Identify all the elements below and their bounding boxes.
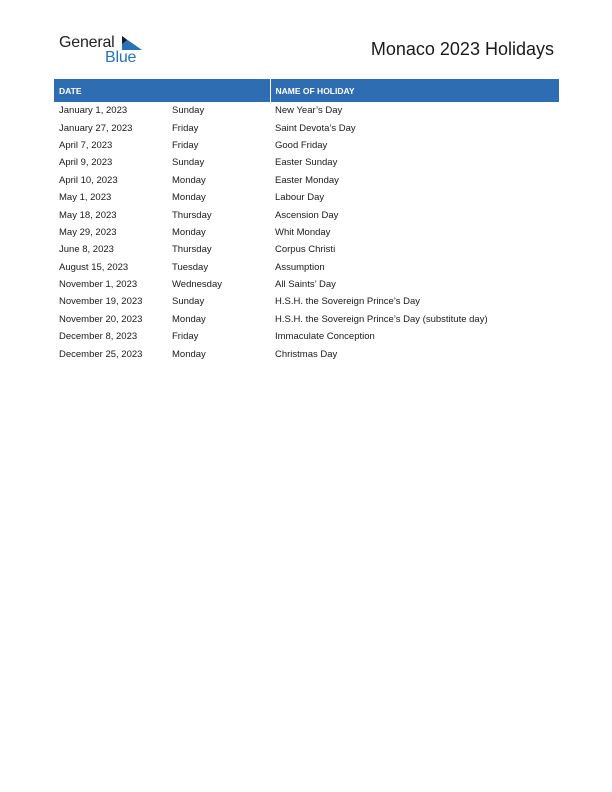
cell-weekday: Monday: [172, 226, 206, 238]
cell-weekday: Monday: [172, 192, 206, 204]
cell-date: June 8, 2023: [59, 244, 114, 256]
cell-weekday: Friday: [172, 331, 199, 343]
table-header-row: [54, 79, 559, 102]
cell-holiday-name: Easter Sunday: [275, 157, 338, 169]
cell-holiday-name: Saint Devota’s Day: [275, 122, 356, 134]
page-title: Monaco 2023 Holidays: [370, 39, 554, 59]
cell-weekday: Thursday: [172, 209, 212, 221]
cell-date: April 10, 2023: [59, 174, 118, 186]
cell-date: April 7, 2023: [59, 139, 113, 151]
logo-triangle-icon: [122, 36, 142, 50]
cell-date: May 29, 2023: [59, 226, 117, 238]
cell-weekday: Monday: [172, 174, 206, 186]
cell-date: May 1, 2023: [59, 192, 112, 204]
cell-holiday-name: Good Friday: [275, 139, 328, 151]
table-row: [54, 172, 559, 189]
cell-date: December 8, 2023: [59, 331, 138, 343]
cell-weekday: Wednesday: [172, 279, 222, 291]
cell-holiday-name: Ascension Day: [275, 209, 339, 221]
header-date: DATE: [54, 79, 270, 102]
table-row: [54, 189, 559, 206]
table-row: [54, 224, 559, 241]
cell-holiday-name: New Year’s Day: [275, 105, 343, 117]
cell-holiday-name: Whit Monday: [275, 226, 331, 238]
cell-date: November 19, 2023: [59, 296, 143, 308]
cell-weekday: Monday: [172, 313, 206, 325]
cell-date: November 20, 2023: [59, 313, 143, 325]
cell-holiday-name: Easter Monday: [275, 174, 339, 186]
table-row: [54, 137, 559, 154]
header-holiday-name: NAME OF HOLIDAY: [270, 79, 559, 102]
cell-date: May 18, 2023: [59, 209, 117, 221]
cell-holiday-name: Christmas Day: [275, 348, 338, 360]
cell-date: January 27, 2023: [59, 122, 133, 134]
cell-date: April 9, 2023: [59, 157, 113, 169]
table-row: [54, 328, 559, 345]
cell-date: January 1, 2023: [59, 105, 128, 117]
cell-holiday-name: Labour Day: [275, 192, 325, 204]
cell-weekday: Friday: [172, 139, 199, 151]
table-row: [54, 311, 559, 328]
table-row: [54, 102, 559, 119]
cell-date: November 1, 2023: [59, 279, 138, 291]
table-row: [54, 119, 559, 136]
cell-holiday-name: All Saints’ Day: [275, 279, 336, 291]
cell-holiday-name: H.S.H. the Sovereign Prince’s Day (substitute day): [275, 313, 488, 325]
cell-date: December 25, 2023: [59, 348, 143, 360]
cell-weekday: Sunday: [172, 296, 205, 308]
table-row: [54, 241, 559, 258]
table-row: [54, 206, 559, 223]
cell-weekday: Sunday: [172, 105, 205, 117]
table-row: [54, 276, 559, 293]
cell-weekday: Tuesday: [172, 261, 209, 273]
cell-weekday: Thursday: [172, 244, 212, 256]
cell-weekday: Monday: [172, 348, 206, 360]
cell-holiday-name: Corpus Christi: [275, 244, 336, 256]
logo-word-general: General: [59, 34, 115, 51]
table-row: [54, 259, 559, 276]
cell-holiday-name: Assumption: [275, 261, 325, 273]
cell-holiday-name: H.S.H. the Sovereign Prince’s Day: [275, 296, 421, 308]
table-row: [54, 293, 559, 310]
logo-word-blue: Blue: [105, 49, 137, 66]
generalblue-logo: [59, 34, 149, 68]
cell-weekday: Friday: [172, 122, 199, 134]
cell-date: August 15, 2023: [59, 261, 129, 273]
holiday-table: [54, 79, 559, 363]
cell-weekday: Sunday: [172, 157, 205, 169]
table-row: [54, 345, 559, 362]
table-body: [54, 102, 559, 363]
table-row: [54, 154, 559, 171]
cell-holiday-name: Immaculate Conception: [275, 331, 375, 343]
